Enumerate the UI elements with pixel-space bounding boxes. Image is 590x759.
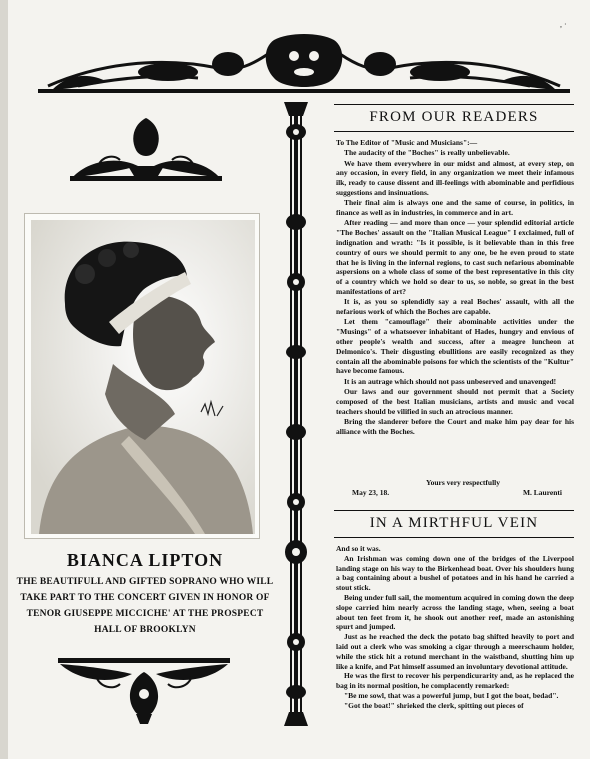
story-paragraph: An Irishman was coming down one of the bridges of the Liverpool landing stage on his way to the Birkenhead boat. Over his shoulders hung a bag containing about a bushel of potatoes and in his hand he carried a stout stick. [336,553,574,593]
letter-paragraph: We have them everywhere in our midst and almost, at every step, on any occasion, in every field, in any organization we meet their infamous ilk, ready to cause dissent and ill-feelings with abominable and perfidious suggestions and insinuations. [336,158,574,197]
readers-letter [336,138,574,437]
top-ornament-image [38,34,570,98]
portrait-name: BIANCA LIPTON [66,550,224,570]
letter-paragraph: Their final aim is always one and the same of course, in politics, in finance as well as in industries, in commerce and in art. [336,198,574,218]
readers-heading: FROM OUR READERS [369,109,539,125]
letter-paragraph: Let them "camouflage" their abominable activities under the "Musings" of a whatsoever inhabitant of Hades, hungry and envious of other people's wealth and success, after a meagre luncheon at Delmonico's. Their disgusting ebullitions are easily recognized as they contain all the abominable poisons for which the scientists of the "Kultur" have become famous. [336,317,574,376]
vein-heading: IN A MIRTHFUL VEIN [369,515,539,531]
letter-signoff: Yours very respectfully [425,478,500,487]
story-paragraph: "Be me sowl, that was a powerful jump, but I got the boat, bedad". [344,690,559,700]
story-paragraph: He was the first to recover his perpendicurarity and, as he replaced the bag in its normal position, he complacently remarked: [336,671,574,691]
letter-paragraph: Bring the slanderer before the Court and make him pay dear for his alliance with the Boches. [336,416,574,436]
letter-paragraph: It is, as you so splendidly say a real Boches' assault, with all the nefarious work of which the Boches are capable. [336,297,574,317]
mirthful-vein-story [336,544,574,711]
story-paragraph: And so it was. [336,544,381,553]
letter-paragraph: It is an autrage which should not pass unbeserved and unavenged! [344,376,557,386]
portrait-caption: THE BEAUTIFULL AND GIFTED SOPRANO WHO WILL TAKE PART TO THE CONCERT GIVEN IN HONOR OF TENOR GIUSEPPE MICCICHE' AT THE PROSPECT HALL OF BROOKLYN [16,577,274,635]
letter-paragraph: The audacity of the "Boches" is really unbelievable. [344,148,510,158]
vein-heading-rule-top [334,510,574,511]
letter-salutation: To The Editor of "Music and Musicians":— [336,138,478,147]
margin-mark: , · [560,20,567,29]
letter-paragraph: After reading — and more than once — your splendid editorial article "The Boches' assault on the "Italian Musical League" I exclaimed, full of indignation and wrath: "Is it possible, is it believable than in this free country of ours we should permit to any one, be he even proud to state that he is living in the infernal regions, to cast such nefarious abominable aspersions on a whole class of some of the best representative in this city of a country which we hold so dear to us, so noble, so great in the best manifestations of art? [336,218,574,296]
ornament-below-caption [56,654,232,726]
portrait-photo [24,213,260,539]
story-paragraph: Just as he reached the deck the potato bag shifted heavily to port and laid out a clerk who was smoking a cigar through a meerschaum holder, while the stick hit a rotund merchant in the waistband, shutting him up like a knife, and Pat himself assumed an involuntary devotional attitude. [336,632,574,671]
readers-heading-rule-top [334,104,574,105]
readers-heading-rule-bottom [334,131,574,132]
scan-edge [0,0,8,759]
story-paragraph: Being under full sail, the momentum acquired in coming down the deep slope carried him nearly across the landing stage, when, seeing a boat about ten feet from it, he shook out another reef, made an astonishing spurt and jumped. [336,592,574,632]
letter-paragraph: Our laws and our government should not permit that a Society composed of the best Italian musicians, artists and music and vocal teachers should be vilified in such an atrocious manner. [336,386,574,416]
ornament-above-portrait [68,116,224,186]
letter-date: May 23, 18. [352,488,390,497]
letter-author: M. Laurenti [522,488,562,497]
vein-heading-rule-bottom [334,537,574,538]
column-divider [281,102,311,726]
story-paragraph: "Got the boat!" shrieked the clerk, spitting out pieces of [344,700,524,710]
